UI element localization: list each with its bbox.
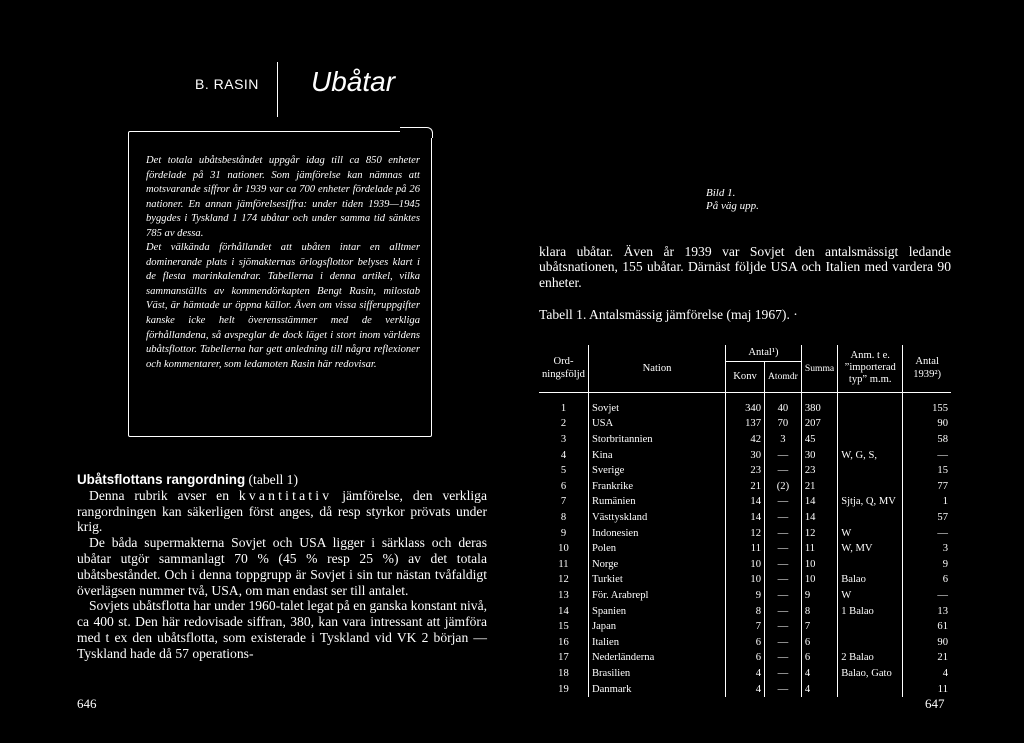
rank-cell: 19 — [558, 683, 569, 695]
nation-cell: Sverige — [588, 463, 725, 479]
table-row — [539, 603, 951, 619]
summa-cell: 6 — [801, 635, 837, 651]
table-row — [539, 588, 951, 604]
atom-cell: — — [765, 541, 802, 557]
summa-cell: 6 — [801, 650, 837, 666]
col-rank-header: Ord-ningsföljd — [539, 345, 588, 392]
intro-box-corner — [400, 127, 433, 138]
nation-cell: Nederländerna — [588, 650, 725, 666]
rank-cell: 7 — [560, 496, 567, 508]
caption-line-1: Bild 1. — [706, 187, 736, 199]
nation-cell: USA — [588, 416, 725, 432]
konv-cell: 4 — [726, 666, 765, 682]
table-row — [539, 494, 951, 510]
antal-1939-cell: 58 — [903, 432, 951, 448]
antal-1939-cell: 1 — [903, 494, 951, 510]
section-heading-ref: (tabell 1) — [248, 472, 298, 487]
note-cell — [838, 635, 903, 651]
right-paragraph: klara ubåtar. Även år 1939 var Sovjet den antalsmässigt ledande ubåtsnationen, 155 ubåtar. Därnäst följde USA och Italien med vardera 90 enheter. — [539, 244, 951, 290]
rank-cell: 5 — [560, 465, 567, 477]
atom-cell: — — [765, 635, 802, 651]
summa-cell: 11 — [801, 541, 837, 557]
antal-1939-cell: 15 — [903, 463, 951, 479]
table-row — [539, 432, 951, 448]
note-cell: W — [838, 525, 903, 541]
antal-1939-cell: 13 — [903, 603, 951, 619]
table-row — [539, 447, 951, 463]
summa-cell: 4 — [801, 666, 837, 682]
atom-cell: 40 — [765, 392, 802, 416]
summa-cell: 12 — [801, 525, 837, 541]
atom-cell: — — [765, 447, 802, 463]
nation-cell: Polen — [588, 541, 725, 557]
header-divider — [277, 62, 278, 117]
rank-cell: 1 — [560, 402, 567, 414]
konv-cell: 4 — [726, 681, 765, 697]
col-note-header: Anm. t e. ”importerad typ” m.m. — [838, 345, 903, 392]
note-cell — [838, 463, 903, 479]
nation-cell: För. Arabrepl — [588, 588, 725, 604]
summa-cell: 14 — [801, 494, 837, 510]
comparison-table — [539, 345, 951, 697]
table-row — [539, 572, 951, 588]
note-cell: Sjtja, Q, MV — [838, 494, 903, 510]
rank-cell: 18 — [558, 667, 569, 679]
note-cell: W — [838, 588, 903, 604]
summa-cell: 8 — [801, 603, 837, 619]
nation-cell: Danmark — [588, 681, 725, 697]
nation-cell: Norge — [588, 557, 725, 573]
col-1939-header: Antal 1939²) — [903, 345, 951, 392]
atom-cell: — — [765, 666, 802, 682]
paragraph-2: De båda supermakterna Sovjet och USA ligger i särklass och deras ubåtar utgör sammanlagt 70 % (45 % resp 25 %) av det totala ubåtsbeståndet. Och i denna toppgrupp är Sovjet i sin tur nästan tvåfaldigt överlägsen nummer två, USA, om man endast ser till antalet. — [77, 535, 487, 598]
konv-cell: 10 — [726, 572, 765, 588]
rank-cell: 17 — [558, 652, 569, 664]
konv-cell: 11 — [726, 541, 765, 557]
table-row — [539, 650, 951, 666]
rank-cell: 13 — [558, 590, 569, 602]
nation-cell: Brasilien — [588, 666, 725, 682]
rank-cell: 15 — [558, 621, 569, 633]
table-title-tail: · — [789, 307, 798, 322]
nation-cell: Rumänien — [588, 494, 725, 510]
col-atom-header: Atomdr — [765, 361, 802, 392]
rank-cell: 14 — [558, 605, 569, 617]
antal-1939-cell: 4 — [903, 666, 951, 682]
article-title: Ubåtar — [311, 66, 396, 97]
antal-1939-cell: 61 — [903, 619, 951, 635]
note-cell — [838, 681, 903, 697]
atom-cell: — — [765, 603, 802, 619]
antal-1939-cell: 11 — [903, 681, 951, 697]
nation-cell: Frankrike — [588, 479, 725, 495]
col-antal-header: Antal¹) — [726, 345, 802, 361]
konv-cell: 6 — [726, 635, 765, 651]
col-nation-header: Nation — [588, 345, 725, 392]
konv-cell: 14 — [726, 494, 765, 510]
summa-cell: 10 — [801, 572, 837, 588]
note-cell: Balao, Gato — [838, 666, 903, 682]
col-konv-header: Konv — [726, 361, 765, 392]
caption-line-2: På väg upp. — [706, 200, 759, 212]
summa-cell: 7 — [801, 619, 837, 635]
nation-cell: Spanien — [588, 603, 725, 619]
table-row — [539, 479, 951, 495]
atom-cell: — — [765, 463, 802, 479]
rank-cell: 10 — [558, 543, 569, 555]
table-title — [539, 307, 798, 323]
konv-cell: 10 — [726, 557, 765, 573]
table-row — [539, 525, 951, 541]
note-cell — [838, 619, 903, 635]
konv-cell: 7 — [726, 619, 765, 635]
nation-cell: Indonesien — [588, 525, 725, 541]
summa-cell: 207 — [801, 416, 837, 432]
intro-paragraph-1: Det totala ubåtsbeståndet uppgår idag till ca 850 enheter fördelade på 31 nationer. Som jämförelse kan nämnas att motsvarande siffror år 1939 var ca 700 enheter fördelade på 26 nationer. En annan jämförelsesiffra: under tiden 1939—1945 byggdes i Tyskland 1 174 ubåtar och under samma tid sänktes 785 av dessa. — [146, 155, 420, 239]
nation-cell: Västtyskland — [588, 510, 725, 526]
left-body-text — [77, 472, 487, 662]
note-cell — [838, 479, 903, 495]
rank-cell: 12 — [558, 574, 569, 586]
note-cell — [838, 557, 903, 573]
figure-caption — [706, 187, 759, 213]
rank-cell: 11 — [558, 558, 569, 570]
nation-cell: Italien — [588, 635, 725, 651]
p1-start: Denna rubrik avser en — [89, 487, 239, 503]
paragraph-3: Sovjets ubåtsflotta har under 1960-talet legat på en ganska konstant nivå, ca 400 st. Den här redovisade siffran, 380, kan vara intressant att jämföra med t ex den ubåtsflotta, som existerade i Tyskland vid VK 2 början — Tyskland hade då 57 operations- — [77, 598, 487, 661]
antal-1939-cell: 155 — [903, 392, 951, 416]
table-row — [539, 463, 951, 479]
antal-1939-cell: — — [903, 447, 951, 463]
table-row — [539, 681, 951, 697]
antal-1939-cell: 90 — [903, 635, 951, 651]
atom-cell: — — [765, 588, 802, 604]
intro-box-text — [146, 154, 420, 372]
atom-cell: — — [765, 572, 802, 588]
note-cell: 1 Balao — [838, 603, 903, 619]
note-cell — [838, 432, 903, 448]
note-cell: W, G, S, — [838, 447, 903, 463]
antal-1939-cell: 6 — [903, 572, 951, 588]
summa-cell: 23 — [801, 463, 837, 479]
atom-cell: 3 — [765, 432, 802, 448]
konv-cell: 12 — [726, 525, 765, 541]
page-number-left: 646 — [77, 696, 97, 711]
summa-cell: 4 — [801, 681, 837, 697]
table-row — [539, 416, 951, 432]
rank-cell: 3 — [560, 434, 567, 446]
konv-cell: 30 — [726, 447, 765, 463]
summa-cell: 45 — [801, 432, 837, 448]
antal-1939-cell: 90 — [903, 416, 951, 432]
rank-cell: 4 — [560, 449, 567, 461]
atom-cell: (2) — [765, 479, 802, 495]
table-row — [539, 619, 951, 635]
rank-cell: 9 — [560, 527, 567, 539]
rank-cell: 2 — [560, 418, 567, 430]
intro-paragraph-2: Det välkända förhållandet att ubåten intar en alltmer dominerande plats i sjömakternas örlogsflottor belyses klart i de flesta marinkalendrar. Tabellerna i denna artikel, vilka sammanställts av kommendörkapten Bengt Rasin, milostab Väst, är hämtade ur öppna källor. Även om vissa sifferuppgifter kanske icke helt överensstämmer med de verkliga förhållandena, så avspeglar de dock läget i stort inom världens ubåtsflottor. Tabellerna har gett anledning till några reflexioner och kommentarer, som ledamoten Rasin här redovisar. — [146, 242, 420, 370]
konv-cell: 6 — [726, 650, 765, 666]
konv-cell: 14 — [726, 510, 765, 526]
atom-cell: — — [765, 494, 802, 510]
summa-cell: 21 — [801, 479, 837, 495]
atom-cell: — — [765, 510, 802, 526]
table-row — [539, 392, 951, 416]
table-row — [539, 541, 951, 557]
page-number-right: 647 — [925, 696, 945, 711]
right-body-text — [539, 244, 951, 290]
p1-end: jämförelse, den verkliga rangordningen kan säkerligen först anges, då resp styrkor prövats under krig. — [77, 487, 487, 535]
summa-cell: 30 — [801, 447, 837, 463]
nation-cell: Japan — [588, 619, 725, 635]
antal-1939-cell: 21 — [903, 650, 951, 666]
atom-cell: 70 — [765, 416, 802, 432]
nation-cell: Storbritannien — [588, 432, 725, 448]
table-row — [539, 666, 951, 682]
rank-cell: 6 — [560, 480, 567, 492]
atom-cell: — — [765, 681, 802, 697]
atom-cell: — — [765, 525, 802, 541]
konv-cell: 8 — [726, 603, 765, 619]
atom-cell: — — [765, 650, 802, 666]
antal-1939-cell: 9 — [903, 557, 951, 573]
note-cell — [838, 416, 903, 432]
p1-spaced-word: kvantitativ — [238, 487, 333, 503]
antal-1939-cell: — — [903, 525, 951, 541]
section-heading: Ubåtsflottans rangordning — [77, 472, 246, 487]
table-row — [539, 557, 951, 573]
antal-1939-cell: — — [903, 588, 951, 604]
table-row — [539, 510, 951, 526]
nation-cell: Sovjet — [588, 392, 725, 416]
atom-cell: — — [765, 619, 802, 635]
rank-cell: 8 — [560, 512, 567, 524]
table-row — [539, 635, 951, 651]
note-cell — [838, 392, 903, 416]
note-cell: W, MV — [838, 541, 903, 557]
note-cell — [838, 510, 903, 526]
konv-cell: 137 — [726, 416, 765, 432]
col-summa-header: Summa — [801, 345, 837, 392]
note-cell: Balao — [838, 572, 903, 588]
summa-cell: 380 — [801, 392, 837, 416]
summa-cell: 9 — [801, 588, 837, 604]
konv-cell: 9 — [726, 588, 765, 604]
konv-cell: 23 — [726, 463, 765, 479]
atom-cell: — — [765, 557, 802, 573]
nation-cell: Kina — [588, 447, 725, 463]
konv-cell: 340 — [726, 392, 765, 416]
author-name: B. RASIN — [195, 76, 259, 92]
nation-cell: Turkiet — [588, 572, 725, 588]
antal-1939-cell: 3 — [903, 541, 951, 557]
table-title-text: Tabell 1. Antalsmässig jämförelse (maj 1967). — [539, 307, 790, 322]
rank-cell: 16 — [558, 636, 569, 648]
summa-cell: 14 — [801, 510, 837, 526]
konv-cell: 21 — [726, 479, 765, 495]
antal-1939-cell: 77 — [903, 479, 951, 495]
antal-1939-cell: 57 — [903, 510, 951, 526]
summa-cell: 10 — [801, 557, 837, 573]
note-cell: 2 Balao — [838, 650, 903, 666]
konv-cell: 42 — [726, 432, 765, 448]
